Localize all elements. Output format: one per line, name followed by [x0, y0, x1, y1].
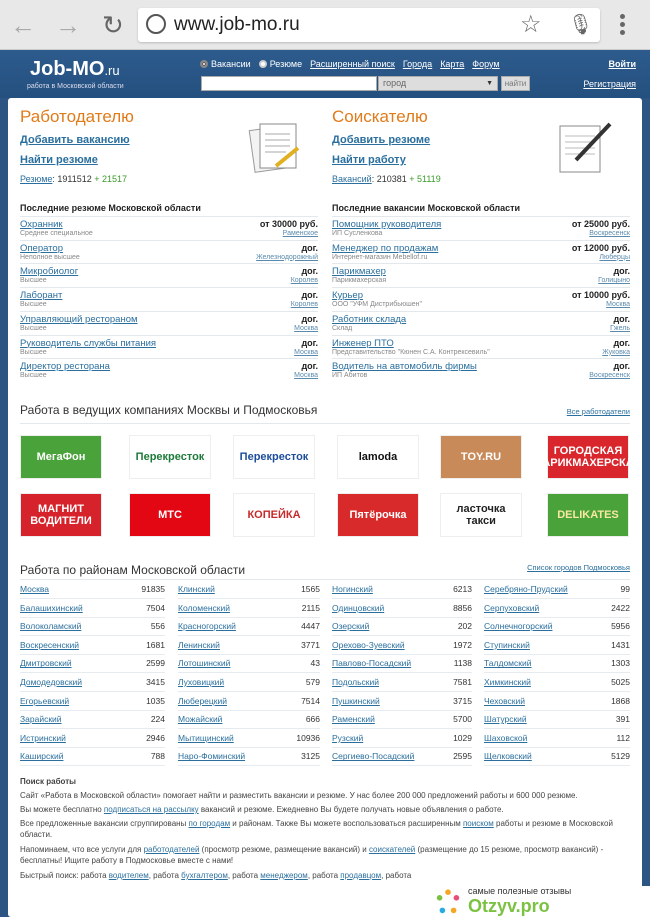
list-item [332, 311, 630, 334]
district-row [332, 729, 472, 748]
district-row [20, 673, 165, 692]
salary: от 12000 руб. [571, 242, 630, 253]
radio-resumes[interactable]: Резюме [259, 59, 302, 69]
district-link[interactable]: Химкинский [484, 677, 531, 687]
district-row [484, 617, 630, 636]
district-row [178, 580, 320, 599]
subtitle: Высшее [20, 324, 47, 332]
companies-heading: Работа в ведущих компаниях Москвы и Подмосковья [20, 403, 318, 417]
driver-link[interactable]: водителем [108, 871, 149, 880]
subtitle: Высшее [20, 277, 47, 285]
district-row [178, 692, 320, 711]
subscribe-link[interactable]: подписаться на рассылку [103, 805, 199, 814]
main-content [8, 98, 642, 917]
district-link[interactable]: Коломенский [178, 602, 231, 613]
list-item [20, 311, 318, 334]
seekers-link[interactable]: соискателей [368, 845, 416, 854]
district-link[interactable]: Солнечногорский [484, 621, 553, 632]
all-employers-link[interactable]: Все работодатели [566, 407, 630, 416]
bookmark-star-icon[interactable]: ☆ [520, 11, 542, 38]
district-count: 5129 [611, 751, 630, 762]
district-link[interactable]: Домодедовский [20, 677, 83, 687]
district-count: 7514 [301, 695, 320, 706]
district-link[interactable]: Дмитровский [20, 658, 72, 669]
salary: дог. [613, 337, 630, 348]
company-logo[interactable]: Пятёрочка [337, 493, 419, 537]
company-logo[interactable]: ГОРОДСКАЯ ПАРИКМАХЕРСКАЯ [547, 435, 629, 479]
district-row [178, 747, 320, 766]
district-row [20, 710, 165, 729]
job-title-link[interactable]: Охранник [20, 219, 63, 230]
district-link[interactable]: Луховицкий [178, 677, 225, 687]
list-item [332, 216, 630, 239]
district-count: 579 [305, 677, 320, 687]
district-row [484, 599, 630, 618]
district-link[interactable]: Сергиево-Посадский [332, 751, 415, 762]
notepad-pen-icon [556, 120, 614, 174]
district-link[interactable]: Ленинский [178, 639, 220, 650]
menu-icon[interactable] [620, 14, 626, 38]
district-count: 202 [457, 621, 472, 632]
district-count: 1035 [146, 695, 165, 706]
district-row [484, 673, 630, 692]
district-row [484, 747, 630, 766]
district-row [178, 729, 320, 748]
vacancy-count: Вакансий: 210381 + 51119 [332, 174, 441, 184]
district-link[interactable]: Каширский [20, 751, 64, 762]
salary: от 25000 руб. [571, 219, 630, 229]
district-count: 1565 [301, 584, 320, 594]
seller-link[interactable]: продавцом [340, 871, 382, 880]
district-row [332, 580, 472, 599]
resumes-heading: Последние резюме Московской области [20, 203, 201, 213]
site-logo[interactable]: Job-MO.ru [30, 58, 120, 80]
district-link[interactable]: Озерский [332, 621, 370, 632]
city-link[interactable]: Голицыно [598, 277, 630, 285]
district-count: 1431 [611, 639, 630, 650]
login-link[interactable]: Войти [608, 59, 636, 69]
city-link[interactable]: Королев [290, 301, 318, 309]
district-count: 4447 [301, 621, 320, 632]
list-item [332, 287, 630, 310]
district-count: 788 [150, 751, 165, 762]
salary: дог. [613, 313, 630, 324]
district-link[interactable]: Воскресенский [20, 639, 79, 650]
job-title-link[interactable]: Работник склада [332, 313, 407, 325]
job-title-link[interactable]: Директор ресторана [20, 361, 110, 373]
district-link[interactable]: Одинцовский [332, 602, 385, 613]
district-link[interactable]: Москва [20, 584, 50, 594]
district-link[interactable]: Ногинский [332, 584, 373, 594]
subtitle: Высшее [20, 301, 47, 309]
site-header [0, 50, 650, 98]
company-logo[interactable]: Перекресток [129, 435, 211, 479]
city-select[interactable]: город ▼ [378, 76, 498, 91]
company-logo[interactable]: Перекресток [233, 435, 315, 479]
city-link[interactable]: Жуковка [602, 348, 630, 356]
browser-toolbar [0, 0, 650, 50]
district-row [20, 580, 165, 599]
company-logo[interactable]: КОПЕЙКА [233, 493, 315, 537]
resume-count: Резюме: 1911512 + 21517 [20, 174, 128, 184]
subtitle: ООО "УФМ Дистрибьюшен" [332, 301, 423, 309]
company-logo[interactable]: ласточка такси [440, 493, 522, 537]
job-title-link[interactable]: Парикмахер [332, 266, 386, 278]
district-count: 3715 [453, 695, 472, 706]
company-logo[interactable]: МАГНИТ ВОДИТЕЛИ [20, 493, 102, 537]
district-count: 2946 [146, 732, 165, 743]
company-logo[interactable]: lamoda [337, 435, 419, 479]
salary: дог. [301, 361, 318, 372]
district-row [178, 710, 320, 729]
district-row [332, 673, 472, 692]
district-count: 2599 [146, 658, 165, 669]
url-text: www.job-mo.ru [174, 14, 300, 35]
district-link[interactable]: Орехово-Зуевский [332, 639, 405, 650]
district-link[interactable]: Клинский [178, 584, 215, 594]
district-link[interactable]: Серебряно-Прудский [484, 584, 568, 594]
employer-title: Работодателю [20, 107, 134, 126]
district-row [484, 580, 630, 599]
list-item [332, 240, 630, 263]
about-p1: Сайт «Работа в Московской области» помогает найти и разместить вакансии и резюме. У нас более 200 000 предложений работы и 600 000 резюме. [20, 791, 578, 800]
salary: дог. [613, 361, 630, 372]
register-link[interactable]: Регистрация [583, 79, 636, 89]
microphone-icon[interactable]: 🎙 [568, 14, 594, 36]
list-item [20, 216, 318, 239]
salary: дог. [301, 290, 318, 301]
job-title-link[interactable]: Управляющий рестораном [20, 313, 138, 325]
district-count: 2422 [611, 602, 630, 613]
watermark-tagline: самые полезные отзывы [468, 886, 572, 896]
subtitle: Интернет-магазин Mebellof.ru [332, 253, 428, 261]
district-row [20, 692, 165, 711]
forum-link[interactable]: Форум [472, 59, 500, 69]
city-link[interactable]: Москва [606, 301, 630, 309]
district-count: 6213 [453, 584, 472, 594]
district-link[interactable]: Лотошинский [178, 658, 231, 669]
tagline: работа в Московской области [27, 83, 124, 90]
district-row [20, 747, 165, 766]
city-link[interactable]: Гжель [610, 324, 630, 332]
watermark-brand: Otzyv.pro [468, 896, 550, 916]
find-button[interactable]: найти [501, 76, 530, 91]
company-logo[interactable]: TOY.RU [440, 435, 522, 479]
subtitle: Представительство "Кюнен С.А. Контрексевиль" [332, 348, 490, 356]
district-row [20, 617, 165, 636]
salary: дог. [301, 242, 318, 253]
district-row [20, 729, 165, 748]
radio-vacancies[interactable]: Вакансии [200, 59, 251, 69]
district-count: 5956 [611, 621, 630, 632]
districts-heading: Работа по районам Московской области [20, 563, 246, 577]
quick-search: Быстрый поиск: работа водителем, работа бухгалтером, работа менеджером, работа продавцом, работа [20, 871, 412, 880]
district-count: 1972 [453, 639, 472, 650]
city-link[interactable]: Москва [294, 372, 318, 380]
district-link[interactable]: Наро-Фоминский [178, 751, 246, 762]
district-link[interactable]: Раменский [332, 714, 375, 725]
district-count: 666 [305, 714, 320, 725]
district-count: 1303 [611, 658, 630, 669]
list-item [20, 240, 318, 263]
district-row [178, 617, 320, 636]
district-count: 391 [615, 714, 630, 725]
list-item [332, 263, 630, 286]
district-link[interactable]: Подольский [332, 677, 380, 687]
accountant-link[interactable]: бухгалтером [181, 871, 228, 880]
district-link[interactable]: Ступинский [484, 639, 530, 650]
district-row [178, 673, 320, 692]
district-link[interactable]: Волоколамский [20, 621, 82, 632]
add-resume-link[interactable]: Добавить резюме [332, 134, 431, 146]
district-count: 3771 [301, 639, 320, 650]
district-count: 2115 [301, 602, 320, 613]
district-link[interactable]: Щелковский [484, 751, 532, 762]
city-link[interactable]: Королев [290, 277, 318, 285]
city-link[interactable]: Люберцы [599, 253, 630, 261]
district-row [332, 654, 472, 673]
find-resume-link[interactable]: Найти резюме [20, 154, 98, 166]
job-title-link[interactable]: Курьер [332, 290, 363, 302]
district-count: 43 [310, 658, 320, 669]
district-count: 3415 [146, 677, 165, 687]
salary: дог. [301, 337, 318, 348]
job-title-link[interactable]: Инженер ПТО [332, 337, 394, 349]
job-title-link[interactable]: Оператор [20, 242, 63, 254]
advanced-search-link[interactable]: Расширенный поиск [310, 59, 395, 69]
list-item [20, 263, 318, 286]
district-row [484, 636, 630, 655]
manager-link[interactable]: менеджером [260, 871, 308, 880]
add-vacancy-link[interactable]: Добавить вакансию [20, 134, 130, 146]
district-count: 7504 [146, 602, 165, 613]
salary: дог. [613, 266, 630, 277]
district-count: 99 [620, 584, 630, 594]
district-link[interactable]: Егорьевский [20, 695, 70, 706]
district-row [178, 599, 320, 618]
company-logo[interactable]: МТС [129, 493, 211, 537]
district-link[interactable]: Павлово-Посадский [332, 658, 412, 669]
cities-list-link[interactable]: Список городов Подмосковья [527, 563, 630, 572]
list-item [20, 358, 318, 381]
district-link[interactable]: Серпуховский [484, 602, 540, 613]
district-count: 1681 [146, 639, 165, 650]
salary: от 10000 руб. [571, 290, 630, 301]
seeker-title: Соискателю [332, 107, 428, 126]
district-row [332, 692, 472, 711]
vacancies-heading: Последние вакансии Московской области [332, 203, 521, 213]
city-link[interactable]: Москва [294, 348, 318, 356]
district-link[interactable]: Мытищинский [178, 732, 234, 743]
district-count: 556 [150, 621, 165, 632]
district-link[interactable]: Чеховский [484, 695, 525, 706]
subtitle: Высшее [20, 348, 47, 356]
district-count: 1029 [453, 732, 472, 743]
about-p2: Вы можете бесплатно подписаться на рассылку вакансий и резюме. Ежедневно Вы будете получать новые объявления о работе. [20, 805, 504, 814]
district-count: 224 [150, 714, 165, 725]
district-count: 5700 [453, 714, 472, 725]
district-row [332, 747, 472, 766]
job-title-link[interactable]: Лаборант [20, 290, 63, 302]
job-title-link[interactable]: Руководитель службы питания [20, 337, 157, 349]
district-link[interactable]: Талдомский [484, 658, 532, 669]
district-row [484, 654, 630, 673]
documents-icon [246, 120, 304, 174]
subtitle: ИП Сусленкова [332, 230, 383, 237]
district-row [332, 617, 472, 636]
district-count: 7581 [453, 677, 472, 687]
city-link[interactable]: Москва [294, 324, 318, 332]
district-link[interactable]: Рузский [332, 732, 364, 743]
employers-link[interactable]: работодателей [143, 845, 200, 854]
company-logo[interactable]: МегаФон [20, 435, 102, 479]
district-row [178, 654, 320, 673]
district-row [20, 654, 165, 673]
address-bar[interactable] [138, 8, 600, 42]
subtitle: Склад [332, 324, 353, 332]
district-link[interactable]: Можайский [178, 714, 223, 725]
job-title-link[interactable]: Микробиолог [20, 266, 79, 278]
salary: от 30000 руб. [259, 219, 318, 229]
find-job-link[interactable]: Найти работу [332, 154, 406, 166]
district-link[interactable]: Зарайский [20, 714, 62, 725]
subtitle: Неполное высшее [20, 253, 80, 261]
district-link[interactable]: Шатурский [484, 714, 527, 725]
back-icon[interactable]: ← [10, 10, 36, 40]
map-link[interactable]: Карта [440, 59, 465, 69]
district-count: 3125 [301, 751, 320, 762]
district-count: 2595 [453, 751, 472, 762]
list-item [332, 358, 630, 381]
subtitle: Среднее специальное [20, 230, 93, 237]
forward-icon[interactable]: → [55, 10, 81, 40]
job-title-link[interactable]: Помощник руководителя [332, 219, 442, 230]
reload-icon[interactable]: ↻ [102, 10, 124, 40]
district-count: 1138 [453, 658, 472, 669]
city-link[interactable]: Воскресенск [589, 230, 630, 237]
city-link[interactable]: Воскресенск [589, 372, 630, 380]
district-row [20, 636, 165, 655]
otzyv-logo-icon [434, 888, 462, 916]
district-link[interactable]: Красногорский [178, 621, 236, 632]
city-link[interactable]: Раменское [282, 230, 318, 237]
list-item [20, 335, 318, 358]
district-row [484, 729, 630, 748]
district-count: 8856 [453, 602, 472, 613]
list-item [332, 335, 630, 358]
about-p3: Все предложенные вакансии сгруппированы по городам и районам. Также Вы можете воспользоваться расширенным поиском работы и резюме в Московской области. [20, 819, 613, 839]
list-item [20, 287, 318, 310]
salary: дог. [301, 313, 318, 324]
subtitle: Высшее [20, 372, 47, 380]
district-count: 1868 [611, 695, 630, 706]
district-count: 5025 [611, 677, 630, 687]
district-row [332, 636, 472, 655]
district-row [20, 599, 165, 618]
district-link[interactable]: Балашихинский [20, 602, 83, 613]
subtitle: ИП Абитов [332, 372, 368, 380]
city-link[interactable]: Железнодорожный [256, 253, 318, 261]
district-link[interactable]: Шаховской [484, 732, 528, 743]
job-title-link[interactable]: Менеджер по продажам [332, 242, 439, 254]
district-link[interactable]: Пушкинский [332, 695, 380, 706]
about-p4: Напоминаем, что все услуги для работодателей (просмотр резюме, размещение вакансий) и соискателей (размещение до 15 резюме, просмотр вакансий) - бесплатны! Ищите работу в Подмосковье вместе с нами! [20, 845, 604, 865]
district-row [178, 636, 320, 655]
cities-link[interactable]: Города [402, 59, 433, 69]
dropdown-arrow-icon: ▼ [486, 80, 493, 87]
job-title-link[interactable]: Водитель на автомобиль фирмы [332, 361, 477, 373]
subtitle: Парикмахерская [332, 277, 387, 285]
salary: дог. [301, 266, 318, 277]
district-link[interactable]: Истринский [20, 732, 66, 743]
globe-icon [146, 14, 166, 34]
district-count: 10936 [296, 732, 320, 743]
by-cities-link[interactable]: по городам [188, 819, 231, 828]
district-row [332, 710, 472, 729]
watermark [430, 886, 650, 917]
district-row [484, 692, 630, 711]
search-link[interactable]: поиском [462, 819, 494, 828]
district-count: 112 [616, 732, 630, 743]
company-logo[interactable]: DELIKATES [547, 493, 629, 537]
about-heading: Поиск работы [20, 777, 76, 786]
district-count: 91835 [141, 584, 165, 594]
district-row [332, 599, 472, 618]
district-row [484, 710, 630, 729]
district-link[interactable]: Люберецкий [178, 695, 227, 706]
search-input[interactable] [201, 76, 377, 91]
